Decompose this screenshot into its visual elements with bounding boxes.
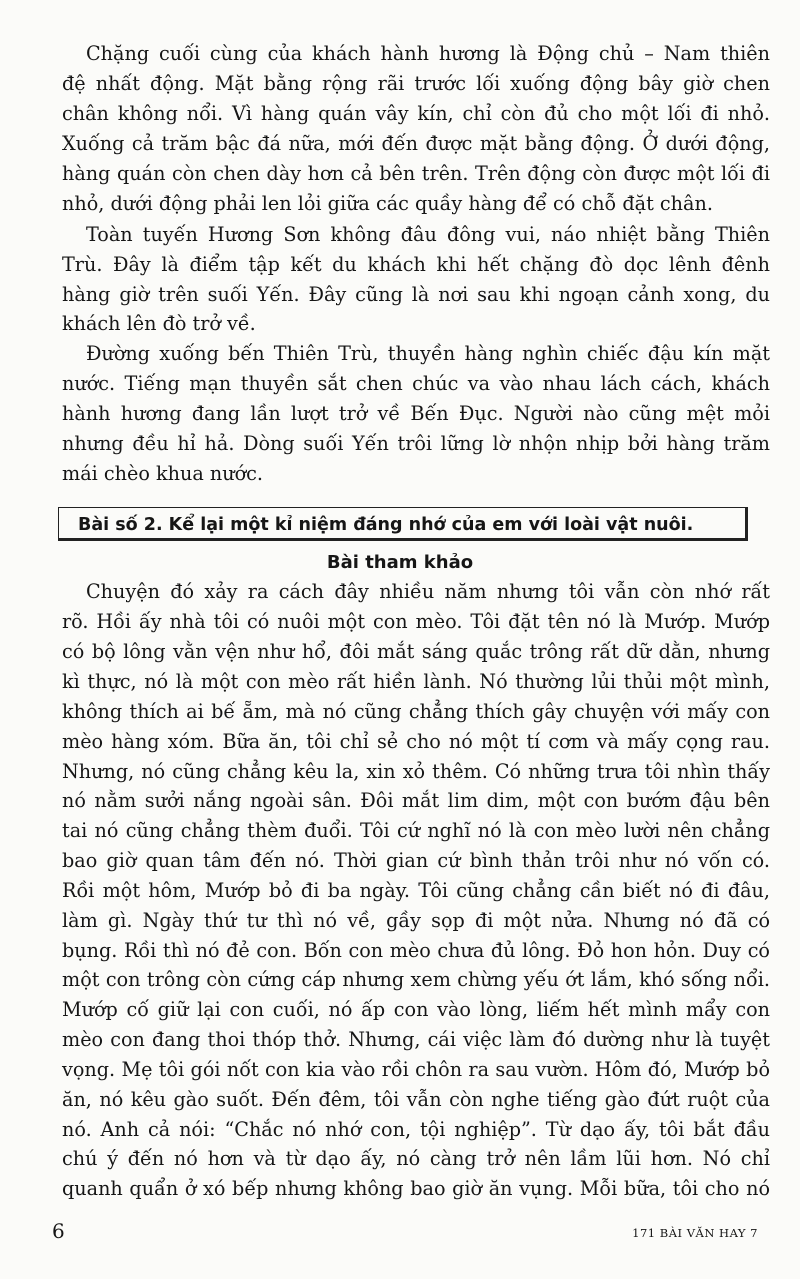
text-line: nó. Anh cả nói: “Chắc nó nhớ con, tội nghiệp”. Từ dạo ấy, tôi bắt đầu — [62, 1118, 770, 1141]
text-line: nhưng đều hỉ hả. Dòng suối Yến trôi lững lờ nhộn nhịp bởi hàng trăm — [62, 432, 770, 455]
text-line: không thích ai bế ẵm, mà nó cũng chẳng thích gây chuyện với mấy con — [62, 700, 770, 723]
text-line: hàng quán còn chen dày hơn cả bên trên. Trên động còn được một lối đi — [62, 162, 770, 185]
text-line: mèo hàng xóm. Bữa ăn, tôi chỉ sẻ cho nó một tí cơm và mấy cọng rau. — [62, 730, 770, 753]
text-line: một con trông còn cứng cáp nhưng xem chừng yếu ớt lắm, khó sống nổi. — [62, 968, 770, 991]
page-number: 6 — [52, 1219, 65, 1243]
text-line: Nhưng, nó cũng chẳng kêu la, xin xỏ thêm. Có những trưa tôi nhìn thấy — [62, 760, 770, 783]
text-line: hành hương đang lần lượt trở về Bến Đục. Người nào cũng mệt mỏi — [62, 402, 770, 425]
text-line: Xuống cả trăm bậc đá nữa, mới đến được mặt bằng động. Ở dưới động, — [62, 132, 770, 155]
text-line: tai nó cũng chẳng thèm đuổi. Tôi cứ nghĩ nó là con mèo lười nên chẳng — [62, 819, 770, 842]
task-heading: Bài số 2. Kể lại một kỉ niệm đáng nhớ của em với loài vật nuôi. — [78, 515, 694, 535]
text-line: Rồi một hôm, Mướp bỏ đi ba ngày. Tôi cũng chẳng cần biết nó đi đâu, — [62, 879, 770, 902]
text-line: nó nằm sưởi nắng ngoài sân. Đôi mắt lim dim, một con bướm đậu bên — [62, 789, 770, 812]
text-line: Trù. Đây là điểm tập kết du khách khi hết chặng đò dọc lênh đênh — [62, 253, 770, 276]
text-line: vọng. Mẹ tôi gói nốt con kia vào rồi chôn ra sau vườn. Hôm đó, Mướp bỏ — [62, 1058, 770, 1081]
text-line: kì thực, nó là một con mèo rất hiền lành. Nó thường lủi thủi một mình, — [62, 670, 770, 693]
text-line: rõ. Hồi ấy nhà tôi có nuôi một con mèo. Tôi đặt tên nó là Mướp. Mướp — [62, 610, 770, 633]
text-line: chú ý đến nó hơn và từ dạo ấy, nó càng trở nên lầm lũi hơn. Nó chỉ — [62, 1147, 770, 1170]
text-line: Đường xuống bến Thiên Trù, thuyền hàng nghìn chiếc đậu kín mặt — [86, 342, 770, 365]
reference-title: Bài tham khảo — [326, 552, 474, 573]
text-line: có bộ lông vằn vện như hổ, đôi mắt sáng quắc trông rất dữ dằn, nhưng — [62, 640, 770, 663]
text-line: làm gì. Ngày thứ tư thì nó về, gầy sọp đi một nửa. Nhưng nó đã có — [62, 909, 770, 932]
text-line: bao giờ quan tâm đến nó. Thời gian cứ bình thản trôi như nó vốn có. — [62, 849, 770, 872]
text-line: hàng giờ trên suối Yến. Đây cũng là nơi sau khi ngoạn cảnh xong, du — [62, 283, 770, 306]
text-line: quanh quẩn ở xó bếp nhưng không bao giờ ăn vụng. Mỗi bữa, tôi cho nó — [62, 1177, 770, 1200]
text-line: chân không nổi. Vì hàng quán vây kín, chỉ còn đủ cho một lối đi nhỏ. — [62, 102, 770, 125]
text-line: nhỏ, dưới động phải len lỏi giữa các quầy hàng để có chỗ đặt chân. — [62, 192, 713, 215]
footer-book-title: 171 BÀI VĂN HAY 7 — [632, 1226, 758, 1240]
text-line: Chuyện đó xảy ra cách đây nhiều năm nhưng tôi vẫn còn nhớ rất — [86, 580, 770, 603]
text-line: bụng. Rồi thì nó đẻ con. Bốn con mèo chưa đủ lông. Đỏ hon hỏn. Duy có — [62, 939, 770, 962]
text-line: ăn, nó kêu gào suốt. Đến đêm, tôi vẫn còn nghe tiếng gào đứt ruột của — [62, 1088, 770, 1111]
text-line: Toàn tuyến Hương Sơn không đâu đông vui, náo nhiệt bằng Thiên — [86, 223, 770, 246]
text-line: khách lên đò trở về. — [62, 312, 256, 335]
text-line: đệ nhất động. Mặt bằng rộng rãi trước lối xuống động bây giờ chen — [62, 72, 770, 95]
text-line: mái chèo khua nước. — [62, 462, 263, 485]
text-line: Chặng cuối cùng của khách hành hương là Động chủ – Nam thiên — [86, 42, 770, 65]
text-line: Mướp cố giữ lại con cuối, nó ấp con vào lòng, liếm hết mình mẩy con — [62, 998, 770, 1021]
text-line: nước. Tiếng mạn thuyền sắt chen chúc va vào nhau lách cách, khách — [62, 372, 770, 395]
text-line: mèo con đang thoi thóp thở. Nhưng, cái việc làm đó dường như là tuyệt — [62, 1028, 770, 1051]
